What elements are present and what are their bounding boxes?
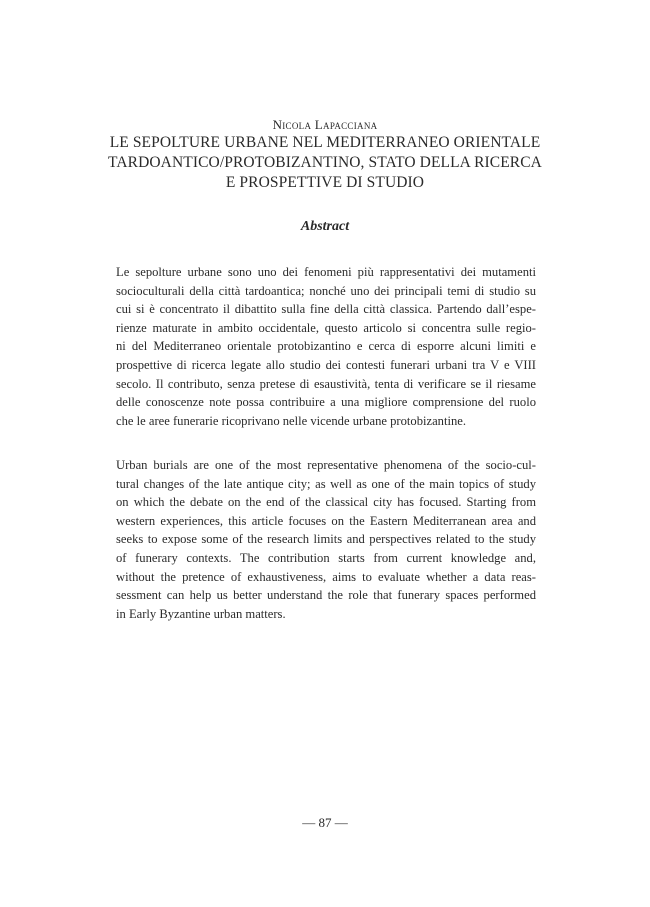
text-line: sessment can help us better understand the role that funerary spaces performed xyxy=(116,588,536,603)
abstract-italian xyxy=(116,263,536,430)
text-line: in Early Byzantine urban matters. xyxy=(116,606,286,621)
text-line: ni del Mediterraneo orientale protobizantino e cerca di esporre alcuni limiti e xyxy=(116,339,536,354)
text-line: tural changes of the late antique city; as well as one of the main topics of study xyxy=(116,476,536,491)
author-name: Nicola Lapacciana xyxy=(272,117,378,132)
title-line: LE SEPOLTURE URBANE NEL MEDITERRANEO ORIENTALE xyxy=(109,134,541,151)
text-line: cui si è concentrato il dibattito sulla fine della città classica. Partendo dall’espe- xyxy=(116,302,536,317)
title-line: E PROSPETTIVE DI STUDIO xyxy=(225,174,425,191)
text-line: delle conoscenze note possa contribuire a una migliore comprensione del ruolo xyxy=(116,395,536,410)
text-line: of funerary contexts. The contribution starts from current knowledge and, xyxy=(116,550,536,565)
text-line: Urban burials are one of the most representative phenomena of the socio-cul- xyxy=(116,458,536,472)
text-line: western experiences, this article focuses on the Eastern Mediterranean area and xyxy=(116,513,536,528)
page-number: — 87 — xyxy=(302,815,348,830)
article-title xyxy=(0,133,650,193)
abstract-heading: Abstract xyxy=(300,219,350,234)
text-line: socioculturali della città tardoantica; nonché uno dei principali temi di studio su xyxy=(116,283,536,298)
text-line: Le sepolture urbane sono uno dei fenomeni più rappresentativi dei mutamenti xyxy=(116,265,536,279)
text-line: secolo. Il contributo, senza pretese di esaustività, tenta di verificare se il riesame xyxy=(116,376,536,391)
text-line: on which the debate on the end of the classical city has focused. Starting from xyxy=(116,495,536,510)
article-header xyxy=(0,117,650,193)
text-line: rienze maturate in ambito occidentale, questo articolo si concentra sulle regio- xyxy=(116,320,536,335)
text-line: seeks to expose some of the research limits and perspectives related to the study xyxy=(116,532,536,547)
text-line: without the pretence of exhaustiveness, aims to evaluate whether a data reas- xyxy=(116,569,536,584)
text-line: prospettive di ricerca legate allo studio dei contesti funerari urbani tra V e VIII xyxy=(116,357,536,372)
title-line: TARDOANTICO/PROTOBIZANTINO, STATO DELLA RICERCA xyxy=(108,154,542,171)
text-line: che le aree funerarie ricoprivano nelle vicende urbane protobizantine. xyxy=(116,413,466,428)
abstract-english xyxy=(116,456,536,623)
